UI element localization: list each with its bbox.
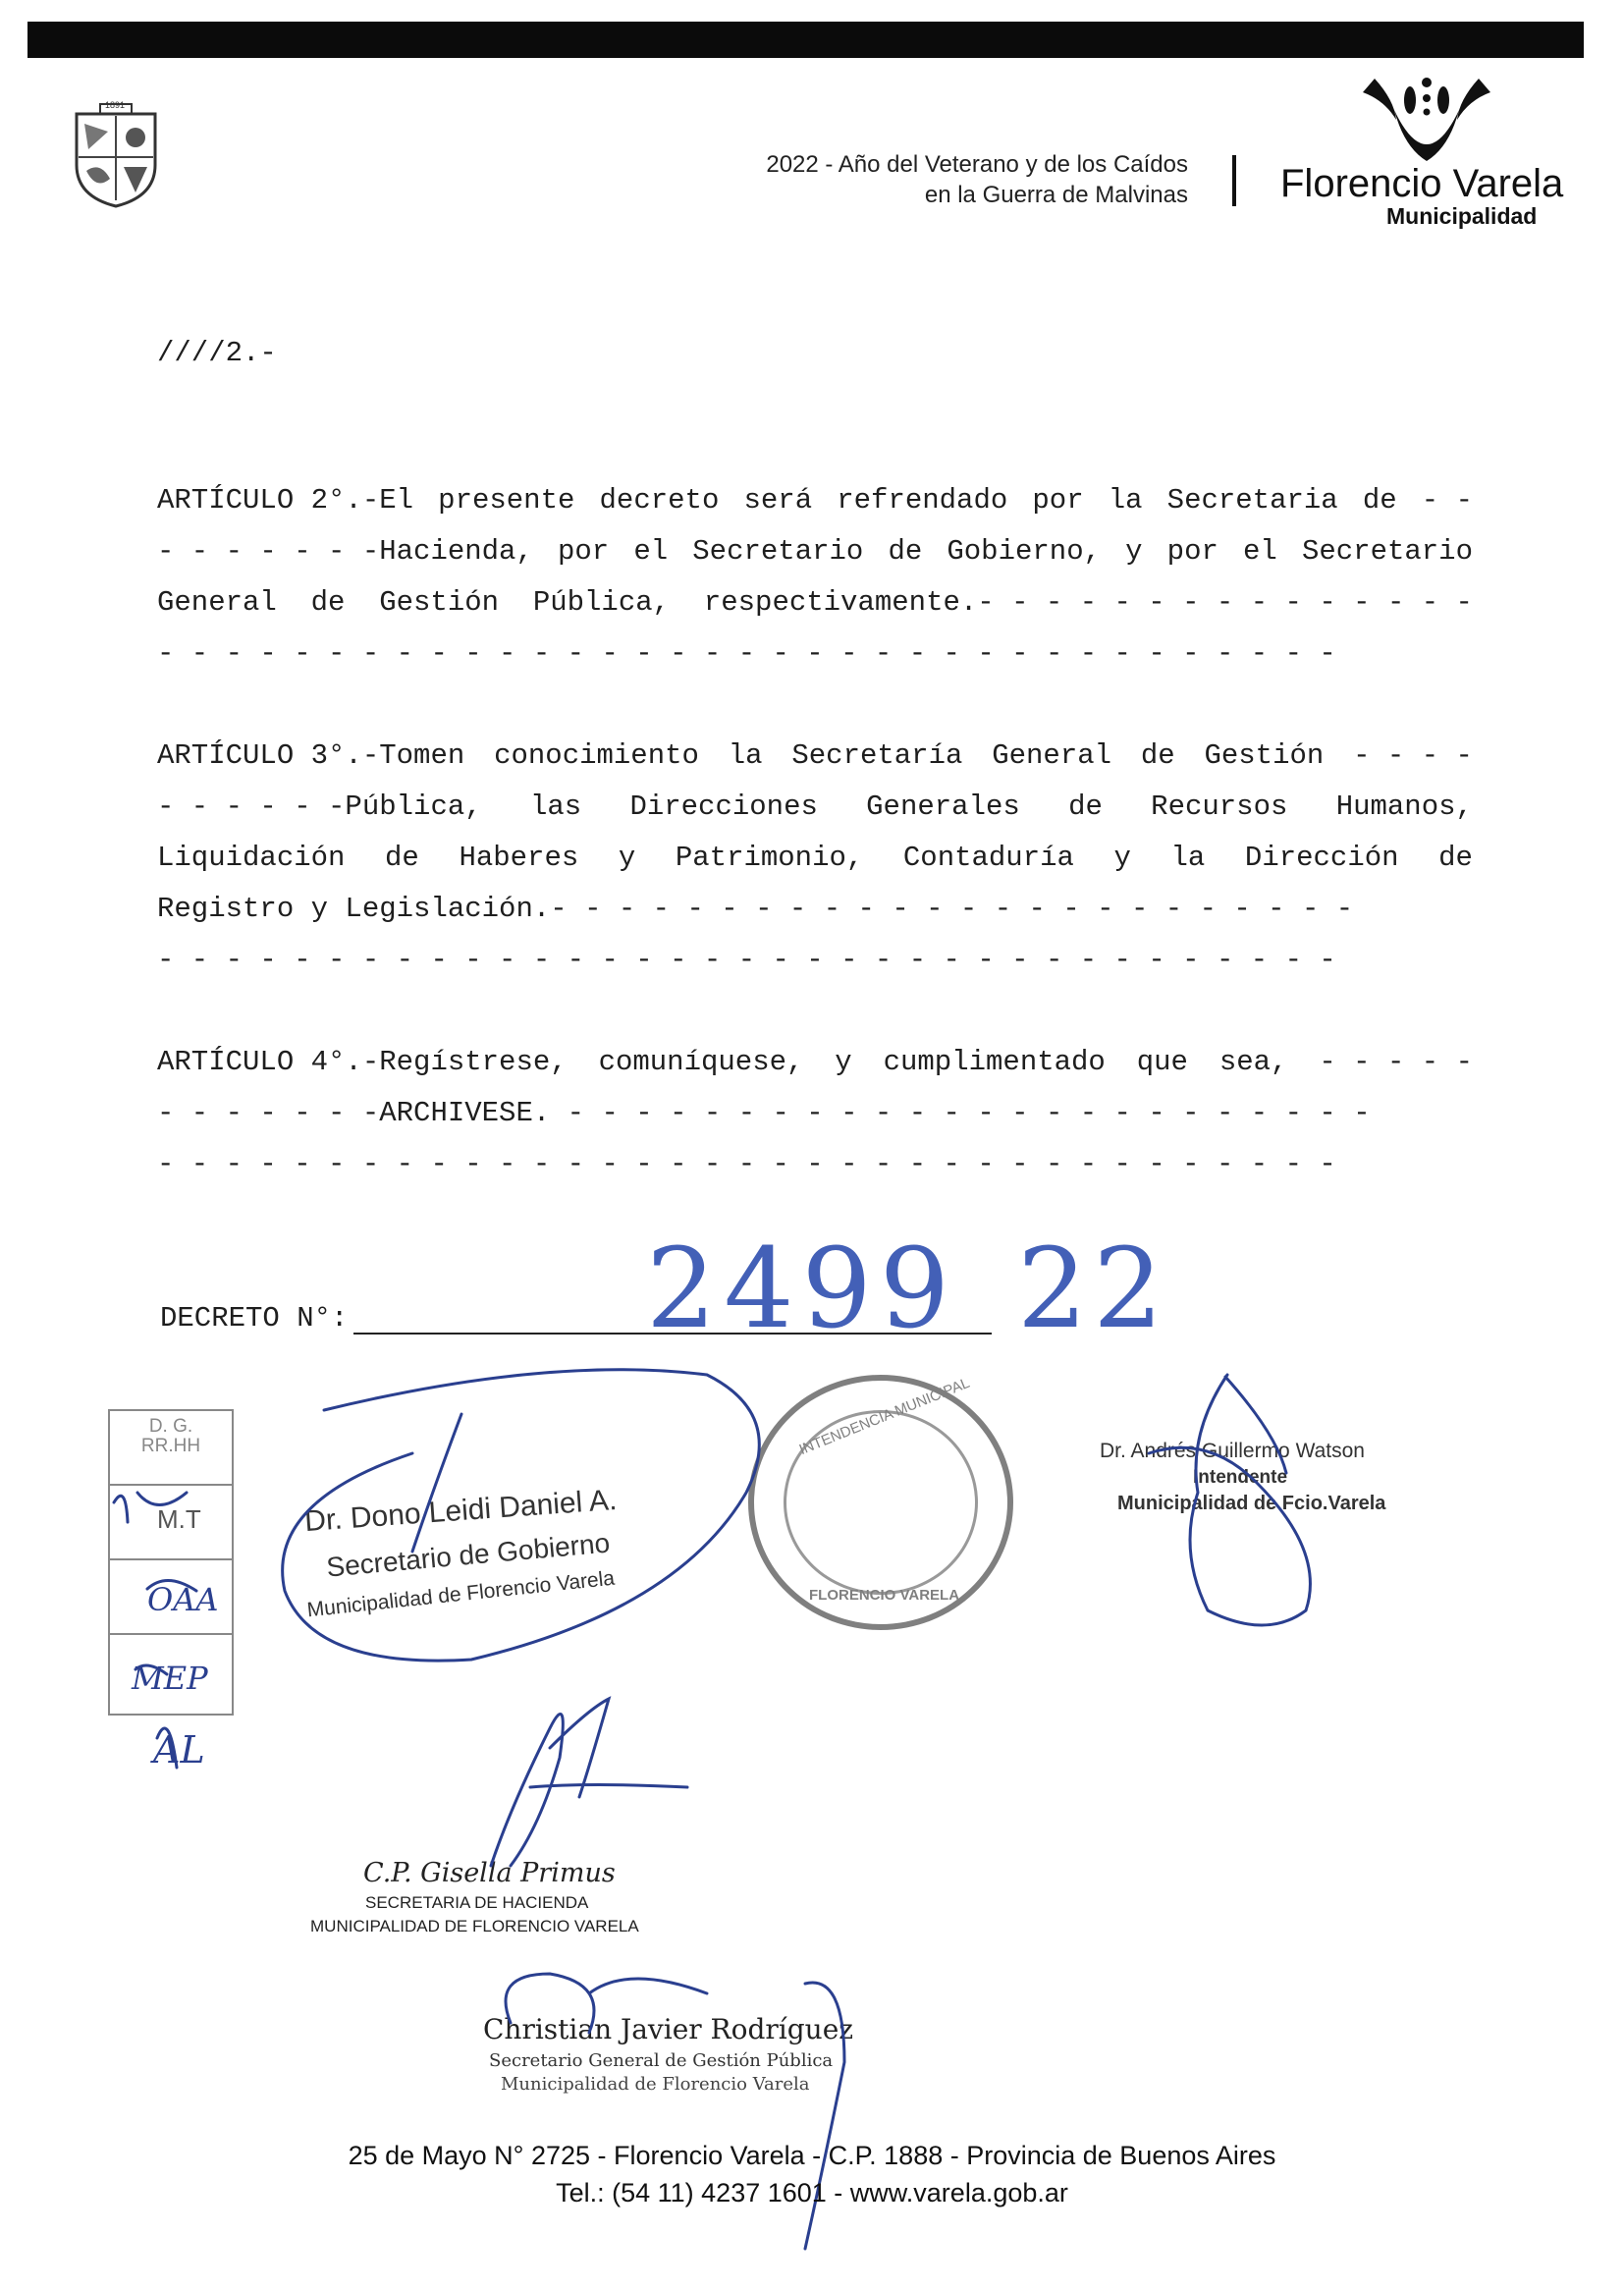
dash-fill: - - - - - - -ARCHIVESE. - - - - - - - - - - - - - - - - - - - - - - - - <box>157 1097 1371 1129</box>
scan-top-bar <box>27 22 1584 58</box>
word: Liquidación <box>157 842 346 874</box>
hacienda-signatory-org: MUNICIPALIDAD DE FLORENCIO VARELA <box>310 1917 639 1935</box>
word: General <box>992 739 1112 772</box>
word: de <box>310 586 346 619</box>
word: - - <box>1421 484 1473 517</box>
header-motto <box>766 149 1188 210</box>
word: de <box>1140 739 1175 772</box>
article-3-line-5 <box>157 935 1473 986</box>
word: conocimiento <box>494 739 699 772</box>
gestion-signatory-org: Municipalidad de Florencio Varela <box>501 2074 810 2095</box>
word: Dirección <box>1244 842 1399 874</box>
word: - - - - - - -Hacienda, <box>157 535 533 568</box>
gobierno-signature-stroke <box>412 1414 461 1552</box>
article-3-line-4 <box>157 884 1473 935</box>
article-4 <box>157 1037 1473 1190</box>
gestion-signatory-title: Secretario General de Gestión Pública <box>489 2050 834 2071</box>
footer-address: 25 de Mayo N° 2725 - Florencio Varela - C.P. 1888 - Provincia de Buenos Aires <box>348 2141 1276 2170</box>
word: comuníquese, <box>598 1046 804 1078</box>
municipal-crest-icon <box>71 102 161 210</box>
word: Direcciones <box>629 790 818 823</box>
word: refrendado <box>837 484 1008 517</box>
gobierno-signatory-org: Municipalidad de Florencio Varela <box>305 1566 617 1622</box>
header-divider <box>1232 155 1236 206</box>
rrhh-line-1: D. G. <box>148 1416 193 1437</box>
word: Recursos <box>1151 790 1288 823</box>
article-4-line-2 <box>157 1088 1473 1139</box>
article-3-line-2 <box>157 782 1473 833</box>
decreto-label: DECRETO N°: <box>160 1302 349 1335</box>
page-continuation-mark: ////2.- <box>157 337 277 369</box>
article-2-line-3 <box>157 577 1473 628</box>
word: General <box>157 586 277 619</box>
word: Gestión <box>1204 739 1325 772</box>
hacienda-signature <box>491 1699 687 1866</box>
gestion-signatory-name: Christian Javier Rodríguez <box>483 2013 854 2045</box>
dash-fill: - - - - - - - - - - - - - - - - - - - - - - - - - - - - - - - - - - - <box>157 944 1336 976</box>
rrhh-header <box>110 1417 232 1456</box>
brand-name: Florencio Varela <box>1280 162 1564 205</box>
handwritten-initial: M.T <box>157 1504 201 1534</box>
dash-fill: - - - - - - - - - - - - - - - - - - - - - - - - - - - - - - - - - - - <box>157 637 1336 670</box>
seal-top-text: INTENDENCIA MUNICIPAL <box>796 1374 973 1459</box>
article-4-line-3 <box>157 1139 1473 1190</box>
word: la <box>1108 484 1143 517</box>
word: Secretario <box>1301 535 1473 568</box>
word: y <box>835 1046 852 1078</box>
word: será <box>743 484 813 517</box>
word: - - - - - -Pública, <box>157 790 482 823</box>
intendente-name: Dr. Andrés Guillermo Watson <box>1100 1440 1365 1462</box>
hacienda-signatory-title: SECRETARIA DE HACIENDA <box>365 1893 589 1912</box>
word: Generales <box>866 790 1020 823</box>
dash-fill: - - - - - - - - - - - - - - - - - - - - - - - - - - - - - - - - - - - <box>157 1148 1336 1180</box>
article-2 <box>157 475 1473 680</box>
florencio-varela-logo-icon <box>1355 71 1498 165</box>
word: Haberes <box>459 842 579 874</box>
word: cumplimentado <box>883 1046 1106 1078</box>
word: ARTÍCULO 4°.-Regístrese, <box>157 1046 568 1078</box>
article-4-line-1 <box>157 1037 1473 1088</box>
gobierno-signatory-name: Dr. Dono Leidi Daniel A. <box>303 1483 619 1539</box>
word: por <box>1166 535 1218 568</box>
seal-bottom-text: FLORENCIO VARELA <box>809 1587 960 1604</box>
word: y <box>1113 842 1131 874</box>
word: por <box>1032 484 1084 517</box>
handwritten-initial: AL <box>153 1728 205 1771</box>
crest-year: 1891 <box>105 100 126 110</box>
hacienda-signatory-name: C.P. Gisella Primus <box>363 1858 616 1888</box>
word: decreto <box>599 484 720 517</box>
handwritten-initial: MEP <box>132 1660 208 1697</box>
footer-contact: Tel.: (54 11) 4237 1601 - www.varela.gob.ar <box>556 2178 1068 2207</box>
handwritten-initial: OAA <box>147 1581 219 1618</box>
word: Secretario <box>692 535 864 568</box>
intendente-org: Municipalidad de Fcio.Varela <box>1117 1493 1386 1514</box>
word: Gobierno, <box>947 535 1102 568</box>
word: de <box>385 842 419 874</box>
word: y <box>1125 535 1143 568</box>
article-2-line-4 <box>157 628 1473 680</box>
motto-line-2: en la Guerra de Malvinas <box>924 182 1188 208</box>
decreto-number-stamp: 2499 <box>646 1226 958 1353</box>
word: que <box>1136 1046 1188 1078</box>
word: Gestión <box>379 586 500 619</box>
article-3-line-3 <box>157 833 1473 884</box>
word: de <box>1362 484 1397 517</box>
motto-line-1: 2022 - Año del Veterano y de los Caídos <box>766 151 1188 178</box>
word: presente <box>438 484 575 517</box>
rrhh-line-2: RR.HH <box>140 1436 201 1456</box>
word: Secretaría <box>791 739 963 772</box>
intendencia-seal <box>748 1375 1013 1630</box>
article-3 <box>157 731 1473 986</box>
decreto-year-stamp: 22 <box>1017 1226 1169 1353</box>
word: respectivamente.- - - - - - - - - - - - - - - <box>703 586 1473 619</box>
article-2-line-2 <box>157 526 1473 577</box>
word: de <box>1068 790 1103 823</box>
word: sea, <box>1218 1046 1288 1078</box>
intendente-title: Intendente <box>1193 1467 1288 1488</box>
brand-subtitle: Municipalidad <box>1386 203 1538 229</box>
word: Pública, <box>532 586 671 619</box>
word: Patrimonio, <box>675 842 864 874</box>
word: la <box>1170 842 1206 874</box>
rrhh-header-cell <box>110 1411 232 1486</box>
word: - - - - - <box>1319 1046 1473 1078</box>
word: el <box>1243 535 1277 568</box>
article-2-line-1 <box>157 475 1473 526</box>
gobierno-signatory-title: Secretario de Gobierno <box>325 1527 612 1583</box>
word: - - - - <box>1353 739 1473 772</box>
word: el <box>633 535 669 568</box>
word: Secretaria <box>1166 484 1338 517</box>
word: y <box>618 842 636 874</box>
word: por <box>558 535 610 568</box>
word: las <box>529 790 582 823</box>
word: de <box>888 535 923 568</box>
word: ARTÍCULO 2°.-El <box>157 484 414 517</box>
word: Contaduría <box>902 842 1074 874</box>
article-3-line-1 <box>157 731 1473 782</box>
word: Humanos, <box>1335 790 1473 823</box>
dash-fill: Registro y Legislación.- - - - - - - - - - - - - - - - - - - - - - - - <box>157 893 1354 925</box>
word: de <box>1438 842 1473 874</box>
word: la <box>728 739 763 772</box>
word: ARTÍCULO 3°.-Tomen <box>157 739 465 772</box>
